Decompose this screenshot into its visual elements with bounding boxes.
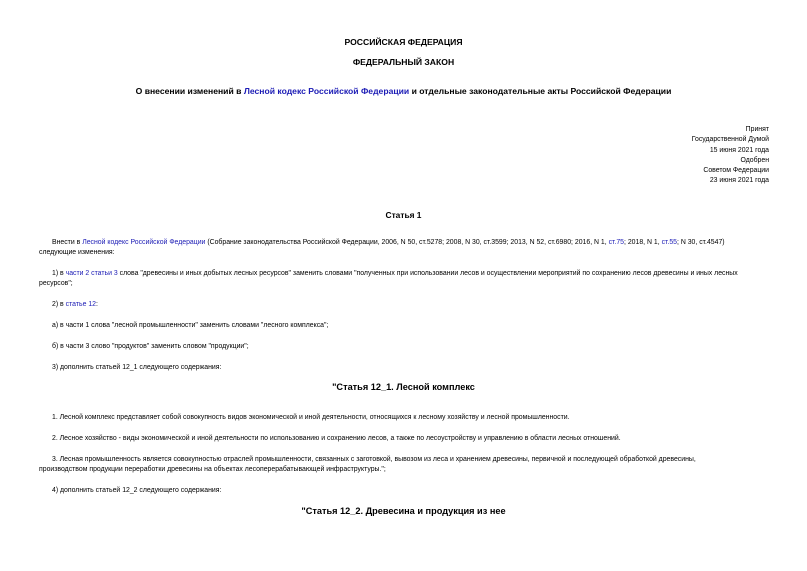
item-4: 4) дополнить статьей 12_2 следующего содержания: bbox=[52, 487, 222, 494]
item-2a: а) в части 1 слова "лесной промышленности" заменить словами "лесного комплекса"; bbox=[52, 322, 329, 329]
item-1-line-2: ресурсов"; bbox=[39, 280, 73, 287]
title-prefix: О внесении изменений в bbox=[135, 86, 244, 96]
article-1-heading: Статья 1 bbox=[385, 210, 422, 220]
part2-art3-link[interactable]: части 2 статьи 3 bbox=[65, 270, 118, 277]
approved-by: Советом Федерации bbox=[703, 167, 769, 175]
approved-date: 23 июня 2021 года bbox=[709, 177, 769, 185]
adopted-date: 15 июня 2021 года bbox=[709, 146, 769, 154]
article-12-1-heading: "Статья 12_1. Лесной комплекс bbox=[332, 382, 475, 392]
art12-1-p2: 2. Лесное хозяйство - виды экономической и иной деятельности по использованию и сохранению лесов, а также по лесоустройству и управлению в области лесных отношений. bbox=[52, 435, 621, 442]
adopted-label: Принят bbox=[745, 126, 769, 133]
article-12-2-heading: "Статья 12_2. Древесина и продукция из нее bbox=[301, 506, 506, 516]
country-heading: РОССИЙСКАЯ ФЕДЕРАЦИЯ bbox=[344, 37, 463, 47]
st75-link[interactable]: ст.75 bbox=[608, 239, 625, 246]
adoption-block bbox=[692, 125, 769, 187]
law-type-heading: ФЕДЕРАЛЬНЫЙ ЗАКОН bbox=[352, 57, 455, 67]
intro-line-1: Внести в Лесной кодекс Российской Федерации (Собрание законодательства Российской Федерации, 2006, N 50, ст.5278; 2008, N 30, ст.3599; 2013, N 52, ст.6980; 2016, N 1, ст.75; 2018, N 1, ст.55; N 30, ст.4547) bbox=[52, 239, 725, 246]
art12-link[interactable]: статье 12 bbox=[65, 301, 96, 308]
intro-line-2: следующие изменения: bbox=[39, 249, 115, 256]
item-1-line-1: 1) в части 2 статьи 3 слова "древесины и иных добытых лесных ресурсов" заменить словами "полученных при использовании лесов и осуществлении мероприятий по сохранению лесов древесины и иных лесных bbox=[52, 270, 738, 277]
item-2b: б) в части 3 слово "продуктов" заменить словом "продукции"; bbox=[52, 343, 249, 350]
law-title bbox=[0, 86, 807, 96]
forest-code-link-2[interactable]: Лесной кодекс Российской Федерации bbox=[82, 239, 206, 246]
art12-1-p1: 1. Лесной комплекс представляет собой совокупность видов экономической и иной деятельности, относящихся к лесному хозяйству и лесной промышленности. bbox=[52, 414, 570, 421]
st55-link[interactable]: ст.55 bbox=[661, 239, 677, 246]
item-2: 2) в статье 12: bbox=[52, 301, 98, 308]
approved-label: Одобрен bbox=[740, 156, 769, 164]
item-3: 3) дополнить статьей 12_1 следующего содержания: bbox=[52, 364, 222, 371]
art12-1-p3-line-1: 3. Лесная промышленность является совокупностью отраслей промышленности, связанных с заготовкой, вывозом из леса и хранением древесины, первичной и последующей обработкой древесины, bbox=[52, 456, 696, 463]
art12-1-p3-line-2: производством продукции переработки древесины на объектах лесоперерабатывающей инфраструктуры."; bbox=[39, 466, 386, 473]
title-suffix: и отдельные законодательные акты Российской Федерации bbox=[409, 86, 672, 96]
adopted-by: Государственной Думой bbox=[691, 136, 769, 144]
forest-code-link[interactable]: Лесной кодекс Российской Федерации bbox=[243, 86, 410, 96]
